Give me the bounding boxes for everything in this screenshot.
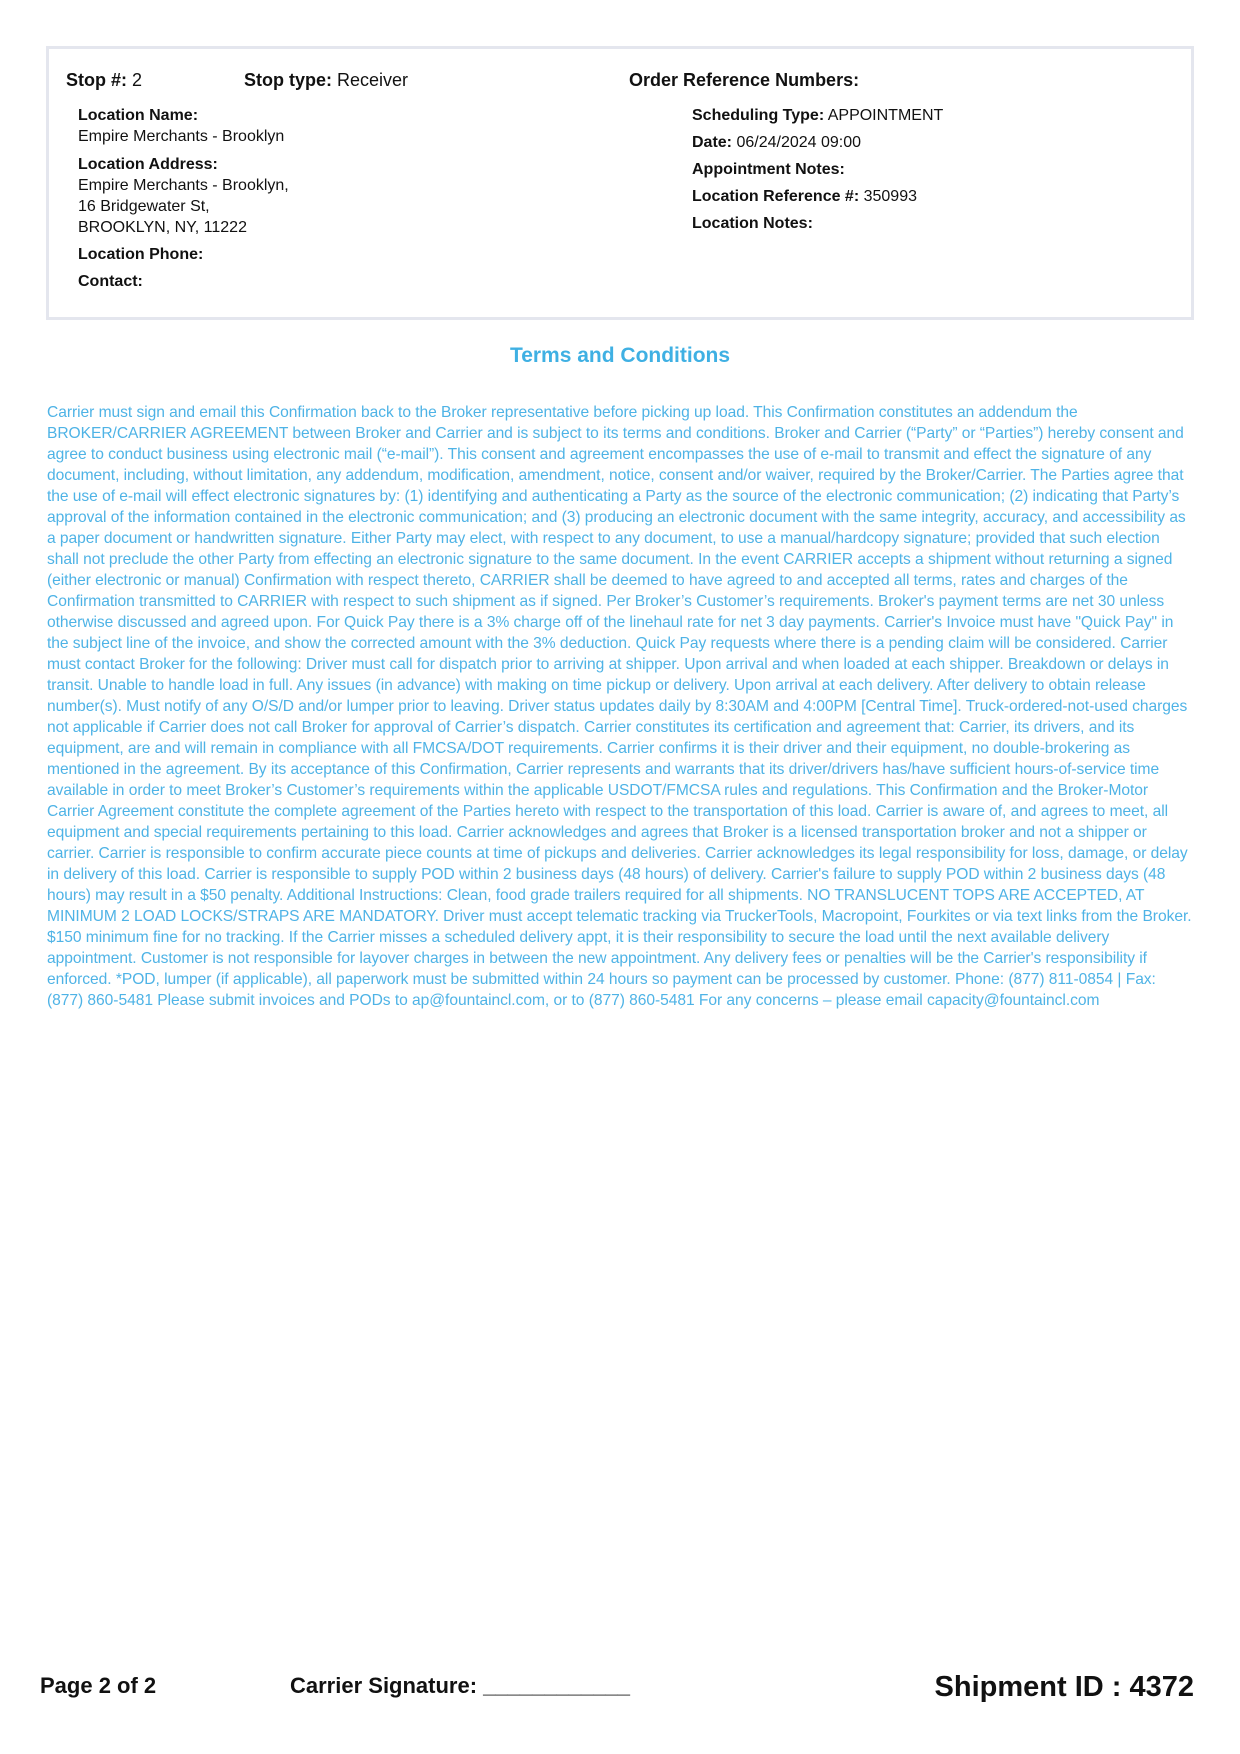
terms-heading: Terms and Conditions	[509, 344, 731, 367]
contact-label: Contact:	[78, 273, 143, 290]
scheduling-type-value: APPOINTMENT	[827, 107, 944, 124]
carrier-signature-line: Carrier Signature: ____________	[290, 1673, 630, 1698]
stop-number	[66, 69, 142, 91]
stop-number-label: Stop #:	[66, 70, 127, 90]
stop-number-value: 2	[132, 70, 143, 90]
address-line-1: Empire Merchants - Brooklyn,	[78, 177, 289, 194]
stop-type-value: Receiver	[337, 70, 409, 90]
date-value: 06/24/2024 09:00	[736, 134, 862, 151]
appointment-notes-label: Appointment Notes:	[692, 161, 845, 178]
address-line-3: BROOKLYN, NY, 11222	[78, 219, 247, 236]
location-reference-label: Location Reference #:	[692, 188, 860, 205]
date-label: Date:	[692, 134, 733, 151]
scheduling-type-label: Scheduling Type:	[692, 107, 825, 124]
terms-body: Carrier must sign and email this Confirmation back to the Broker representative before picking up load. This Confirmation constitutes an addendum the BROKER/CARRIER AGREEMENT between Broker and Carrier and is subject to its terms and conditions. Broker and Carrier (“Party” or “Parties”) hereby consent and agree to conduct business using electronic mail (“e-mail”). This consent and agreement encompasses the use of e-mail to transmit and effect the signature of any document, including, without limitation, any addendum, modification, amendment, notice, consent and/or waiver, required by the Broker/Carrier. The Parties agree that the use of e-mail will effect electronic signatures by: (1) identifying and authenticating a Party as the source of the electronic communication; (2) indicating that Party’s approval of the information contained in the electronic communication; and (3) producing an electronic document with the same integrity, accuracy, and accessibility as a paper document or handwritten signature. Either Party may elect, with respect to any document, to use a manual/hardcopy signature; provided that such election shall not preclude the other Party from effecting an electronic signature to the same document. In the event CARRIER accepts a shipment without returning a signed (either electronic or manual) Confirmation with respect thereto, CARRIER shall be deemed to have agreed to and accepted all terms, rates and charges of the Confirmation transmitted to CARRIER with respect to such shipment as if signed. Per Broker’s Customer’s requirements. Broker's payment terms are net 30 unless otherwise discussed and agreed upon. For Quick Pay there is a 3% charge off of the linehaul rate for net 3 day payments. Carrier's Invoice must have "Quick Pay" in the subject line of the invoice, and show the corrected amount with the 3% deduction. Quick Pay requests where there is a pending claim will be considered. Carrier must contact Broker for the following: Driver must call for dispatch prior to arriving at shipper. Upon arrival and when loaded at each shipper. Breakdown or delays in transit. Unable to handle load in full. Any issues (in advance) with making on time pickup or delivery. Upon arrival at each delivery. After delivery to obtain release number(s). Must notify of any O/S/D and/or lumper prior to leaving. Driver status updates daily by 8:30AM and 4:00PM [Central Time]. Truck-ordered-not-used charges not applicable if Carrier does not call Broker for approval of Carrier’s dispatch. Carrier constitutes its certification and agreement that: Carrier, its drivers, and its equipment, are and will remain in compliance with all FMCSA/DOT requirements. Carrier confirms it is their driver and their equipment, no double-brokering as mentioned in the agreement. By its acceptance of this Confirmation, Carrier represents and warrants that its driver/drivers has/have sufficient hours-of-service time available in order to meet Broker’s Customer’s requirements within the applicable USDOT/FMCSA rules and regulations. This Confirmation and the Broker-Motor Carrier Agreement constitute the complete agreement of the Parties hereto with respect to the transportation of this load. Carrier is aware of, and agrees to meet, all equipment and special requirements pertaining to this load. Carrier acknowledges and agrees that Broker is a licensed transportation broker and not a shipper or carrier. Carrier is responsible to confirm accurate piece counts at time of pickups and deliveries. Carrier acknowledges its legal responsibility for loss, damage, or delay in delivery of this load. Carrier is responsible to supply POD within 2 business days (48 hours) of delivery. Carrier's failure to supply POD within 2 business days (48 hours) may result in a $50 penalty. Additional Instructions: Clean, food grade trailers required for all shipments. NO TRANSLUCENT TOPS ARE ACCEPTED, AT MINIMUM 2 LOAD LOCKS/STRAPS ARE MANDATORY. Driver must accept telematic tracking via TruckerTools, Macropoint, Fourkites or via text links from the Broker. $150 minimum fine for no tracking. If the Carrier misses a scheduled delivery appt, it is their responsibility to secure the load until the next available delivery appointment. Customer is not responsible for layover charges in between the new appointment. Any delivery fees or penalties will be the Carrier's responsibility if enforced. *POD, lumper (if applicable), all paperwork must be submitted within 24 hours so payment can be processed by customer. Phone: (877) 811-0854 | Fax: (877) 860-5481 Please submit invoices and PODs to ap@fountaincl.com, or to (877) 860-5481 For any concerns – please email capacity@fountaincl.com	[47, 404, 1192, 1009]
stop-type-label: Stop type:	[244, 70, 332, 90]
stop-details-box	[46, 46, 1194, 320]
location-reference-value: 350993	[863, 188, 917, 205]
address-line-2: 16 Bridgewater St,	[78, 198, 210, 215]
stop-type	[244, 69, 408, 91]
location-name-label: Location Name:	[78, 107, 199, 124]
appointment-date	[692, 132, 861, 153]
page-number: Page 2 of 2	[40, 1673, 157, 1698]
shipment-id: Shipment ID : 4372	[934, 1671, 1194, 1703]
location-phone-label: Location Phone:	[78, 246, 204, 263]
order-reference-heading: Order Reference Numbers:	[629, 70, 860, 90]
location-reference	[692, 186, 917, 207]
location-address-label: Location Address:	[78, 156, 218, 173]
location-name-value: Empire Merchants - Brooklyn	[78, 128, 285, 145]
location-notes-label: Location Notes:	[692, 215, 813, 232]
scheduling-type	[692, 105, 943, 126]
